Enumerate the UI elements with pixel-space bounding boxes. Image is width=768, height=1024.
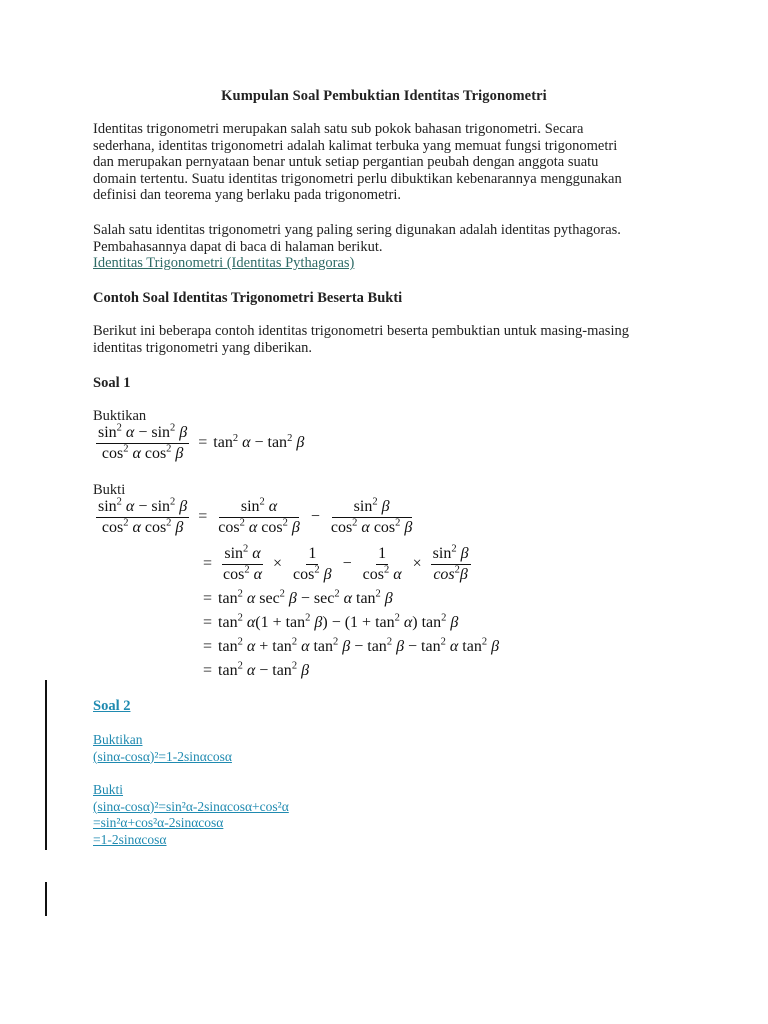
soal1-proof-step-3: = $\tan^2 \alpha$ $\sec^2 \beta - \sec^2 \alpha$ $\tan^2 \beta$ [203, 588, 393, 607]
soal1-proof-step-1: $\frac{\sin^2 \alpha - \sin^2 \beta}{\cos^2 \alpha \cos^2 \beta}$ = $\frac{\sin^2 \alpha}{\cos^2 \alpha \cos^2 \beta}$ − $\frac{\sin^2 \beta}{\cos^2 \alpha \cos^2 \beta}$ [98, 496, 413, 536]
soal1-proof-step-2: = $\frac{\sin^2 \alpha}{\cos^2 \alpha}$ × $\frac{1}{\cos^2 \beta}$ − $\frac{1}{\cos^2 \alpha}$ × $\frac{\sin^2 \beta}{\cos^2\beta}$ [203, 543, 469, 583]
soal2-heading[interactable]: Soal 2 [93, 698, 131, 714]
section-intro-line: identitas trigonometri yang diberikan. [93, 339, 313, 356]
section-intro-line: Berikut ini beberapa contoh identitas trigonometri beserta pembuktian untuk masing-masing [93, 323, 629, 339]
pythagoras-line: Salah satu identitas trigonometri yang paling sering digunakan adalah identitas pythagoras. [93, 222, 621, 238]
soal1-proof-step-4: = $\tan^2 \alpha(1 + \tan^2 \beta) - (1 + \tan^2 \alpha)$ $\tan^2 \beta$ [203, 612, 459, 631]
intro-line: sederhana, identitas trigonometri adalah kalimat terbuka yang memuat fungsi trigonometri [93, 137, 618, 154]
soal2-statement[interactable]: (sinα-cosα)²=1-2sinαcosα [93, 748, 232, 764]
intro-line: dan merupakan pernyataan benar untuk setiap pergantian peubah dengan anggota suatu [93, 154, 599, 171]
margin-bar [45, 882, 47, 916]
pythagoras-link[interactable]: Identitas Trigonometri (Identitas Pythagoras) [93, 255, 355, 272]
intro-line: definisi dan teorema yang berlaku pada trigonometri. [93, 187, 402, 204]
margin-bar [45, 680, 47, 850]
soal2-proof-step[interactable]: =1-2sinαcosα [93, 831, 167, 847]
soal1-proof-step-6: = $\tan^2 \alpha - \tan^2 \beta$ [203, 660, 310, 679]
soal2-statement-block [93, 732, 232, 765]
soal2-bukti-label[interactable]: Bukti [93, 782, 124, 797]
soal1-heading: Soal 1 [93, 375, 131, 391]
soal2-proof-step[interactable]: =sin²α+cos²α-2sinαcosα [93, 815, 224, 830]
intro-paragraph [93, 121, 683, 204]
soal1-statement-equation: $\frac{\sin^2 \alpha - \sin^2 \beta}{\cos^2 \alpha \cos^2 \beta}$ = $\tan^2 \alpha - \tan^2 \beta$ [98, 422, 305, 462]
section-intro-paragraph [93, 323, 683, 356]
soal2-proof-block [93, 782, 289, 848]
soal1-bukti-label: Bukti [93, 482, 126, 498]
section-heading: Contoh Soal Identitas Trigonometri Beserta Bukti [93, 290, 403, 306]
soal1-proof-step-5: = $\tan^2 \alpha + \tan^2 \alpha$ $\tan^2 \beta - \tan^2 \beta - \tan^2 \alpha$ $\tan^2 \beta$ [203, 636, 500, 655]
soal2-proof-step[interactable]: (sinα-cosα)²=sin²α-2sinαcosα+cos²α [93, 798, 289, 814]
document-title: Kumpulan Soal Pembuktian Identitas Trigonometri [221, 88, 547, 104]
intro-line: domain tertentu. Suatu identitas trigonometri perlu dibuktikan kebenarannya menggunakan [93, 170, 622, 187]
intro-line: Identitas trigonometri merupakan salah satu sub pokok bahasan trigonometri. Secara [93, 121, 584, 137]
soal1-buktikan-label: Buktikan [93, 408, 147, 424]
pythagoras-paragraph [93, 222, 683, 272]
pythagoras-line: Pembahasannya dapat di baca di halaman berikut. [93, 238, 383, 255]
soal2-buktikan-label[interactable]: Buktikan [93, 732, 143, 747]
